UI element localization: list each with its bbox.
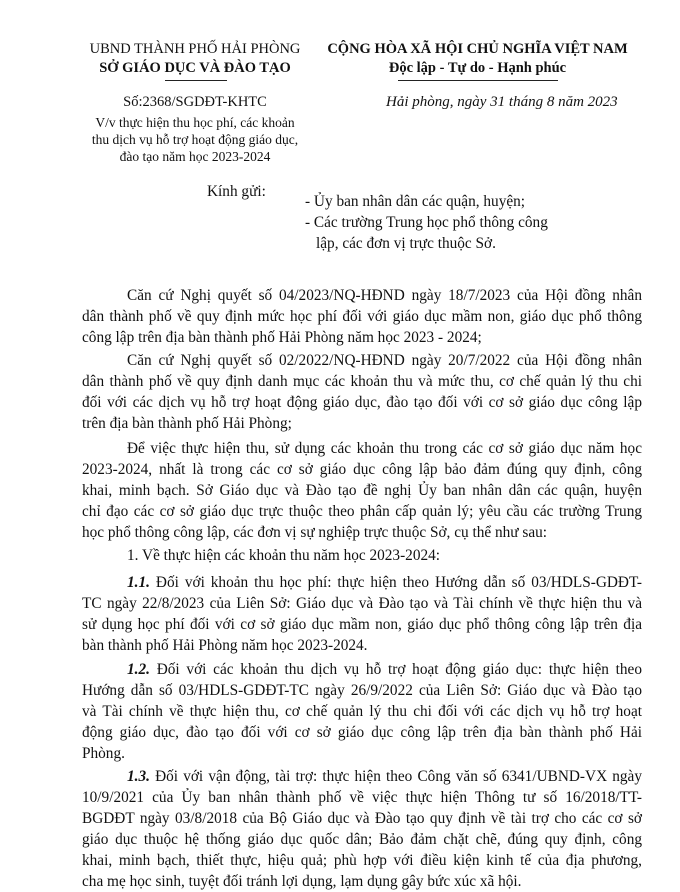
item-number: 1.1.: [127, 574, 150, 591]
section-title: 1. Về thực hiện các khoản thu năm học 2023-2024:: [127, 547, 441, 564]
org-department-name: SỞ GIÁO DỤC VÀ ĐÀO TẠO: [99, 60, 291, 76]
org-underline: [165, 80, 227, 81]
text-line: Căn cứ Nghị quyết số 02/2022/NQ-HĐND ngày 20/7/2022 của Hội đồng nhân: [127, 352, 642, 369]
national-header: [315, 40, 640, 78]
item-number: 1.2.: [127, 661, 150, 678]
subject-line: thu dịch vụ hỗ trợ hoạt động giáo dục,: [91, 132, 299, 147]
text-line: bàn thành phố Hải Phòng năm học 2023-2024.: [82, 637, 368, 654]
nation-name: CỘNG HÒA XÃ HỘI CHỦ NGHĨA VIỆT NAM: [327, 41, 628, 57]
text-line: và Tài chính về thực hiện thu, cơ chế quản lý thu chi đối với các dịch vụ hỗ trợ hoạt: [82, 703, 642, 720]
item-1-2: [82, 659, 642, 764]
org-parent-name: UBND THÀNH PHỐ HẢI PHÒNG: [89, 41, 301, 57]
text-line: cha mẹ học sinh, tuyệt đối tránh lợi dụng, lạm dụng gây bức xúc xã hội.: [82, 873, 522, 890]
doc-subject: [70, 114, 320, 165]
paragraph-legal-basis-1: [82, 285, 642, 348]
item-number: 1.3.: [127, 768, 150, 785]
paragraph-purpose: [82, 438, 642, 543]
text-line: sử dụng học phí đối với cơ sở giáo dục mầm non, giáo dục phổ thông công lập trên địa: [82, 616, 642, 633]
text-line: trên địa bàn thành phố Hải Phòng;: [82, 415, 292, 432]
text-line: Hướng dẫn số 03/HDLS-GDĐT-TC ngày 26/9/2022 của Liên Sở: Giáo dục và Đào tạo: [82, 682, 642, 699]
text-line: giáo dục thuộc hệ thống giáo dục quốc dân; Bảo đảm chặt chẽ, đúng quy định, công: [82, 831, 642, 848]
subject-line: đào tạo năm học 2023-2024: [119, 149, 271, 164]
text-line: đối với các dịch vụ hỗ trợ hoạt động giáo dục, đào tạo đối với cơ sở giáo dục công lập: [82, 394, 642, 411]
text-line: chỉ đạo các cơ sở giáo dục trực thuộc theo phân cấp quản lý; yêu cầu các trường Trung: [82, 503, 642, 520]
text-line: [82, 659, 642, 680]
text-line: Để việc thực hiện thu, sử dụng các khoản thu trong các cơ sở giáo dục năm học: [127, 440, 642, 457]
issue-date: Hải phòng, ngày 31 tháng 8 năm 2023: [386, 94, 618, 110]
item-1-1: [82, 572, 642, 656]
org-name: [70, 40, 320, 78]
item-text: Đối với vận động, tài trợ: thực hiện theo Công văn số 6341/UBND-VX ngày: [155, 768, 642, 785]
paragraph-legal-basis-2: [82, 350, 642, 434]
item-text: Đối với khoản thu học phí: thực hiện theo Hướng dẫn số 03/HDLS-GDĐT-: [155, 574, 642, 591]
text-line: Căn cứ Nghị quyết số 04/2023/NQ-HĐND ngày 18/7/2023 của Hội đồng nhân: [127, 287, 642, 304]
text-line: TC ngày 22/8/2023 của Liên Sở: Giáo dục và Đào tạo và Tài chính về thực hiện thu và: [82, 595, 642, 612]
item-1-3: [82, 766, 642, 892]
text-line: 10/9/2021 của Ủy ban nhân thành phố về việc thực hiện Thông tư số 16/2018/TT-: [82, 789, 642, 806]
text-line: học phổ thông công lập, các đơn vị sự nghiệp trực thuộc Sở, cụ thể như sau:: [82, 524, 548, 541]
item-text: Đối với các khoản thu dịch vụ hỗ trợ hoạt động giáo dục: thực hiện theo: [156, 661, 642, 678]
motto-underline: [398, 80, 558, 81]
recipient-item: - Ủy ban nhân dân các quận, huyện;: [305, 193, 526, 210]
subject-line: V/v thực hiện thu học phí, các khoản: [95, 115, 295, 130]
text-line: động giáo dục, đào tạo đối với cơ sở giáo dục công lập trên địa bàn thành phố Hải: [82, 724, 642, 741]
text-line: [82, 572, 642, 593]
text-line: BGDĐT ngày 03/8/2018 của Bộ Giáo dục và Đào tạo quy định về tài trợ cho các cơ sở: [82, 810, 642, 827]
recipient-item: lập, các đơn vị trực thuộc Sở.: [316, 235, 496, 252]
national-motto: Độc lập - Tự do - Hạnh phúc: [388, 60, 567, 76]
text-line: dân thành phố về quy định mức học phí đối với giáo dục mầm non, giáo dục phổ thông: [82, 308, 642, 325]
text-line: khai, minh bạch. Sở Giáo dục và Đào tạo đề nghị Ủy ban nhân dân các quận, huyện: [82, 482, 642, 499]
doc-number: Số:2368/SGDĐT-KHTC: [123, 94, 267, 110]
recipient-item: - Các trường Trung học phổ thông công: [305, 214, 548, 231]
text-line: công lập trên địa bàn thành phố Hải Phòng năm học 2023 - 2024;: [82, 329, 482, 346]
recipients-list: [305, 191, 548, 254]
text-line: 2023-2024, nhất là trong các cơ sở giáo dục công lập bảo đảm đúng quy định, công: [82, 461, 642, 478]
text-line: dân thành phố về quy định danh mục các khoản thu và mức thu, cơ chế quản lý thu chi: [82, 373, 642, 390]
recipients-label: Kính gửi:: [207, 183, 266, 200]
section-1-heading: [82, 545, 642, 566]
text-line: Phòng.: [82, 745, 125, 762]
text-line: [82, 766, 642, 787]
text-line: khai, minh bạch, thiết thực, hiệu quả; phù hợp với điều kiện kinh tế của địa phương,: [82, 852, 642, 869]
